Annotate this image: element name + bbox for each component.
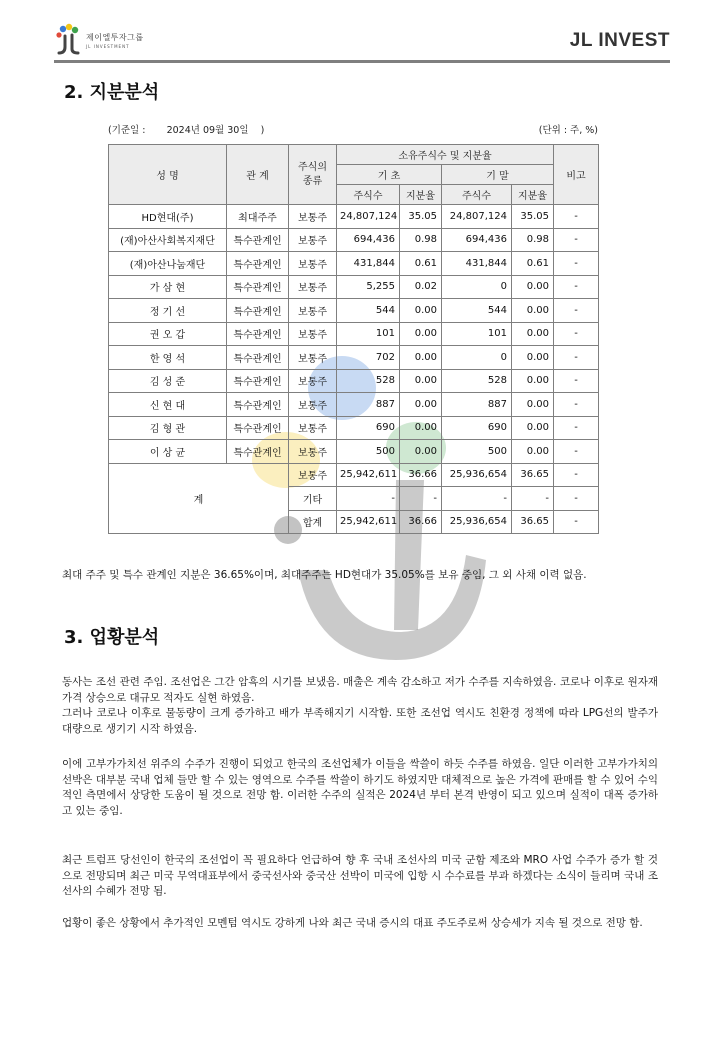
cell-end-ratio: 0.00 (512, 275, 554, 299)
table-row (109, 252, 599, 276)
cell-note: - (554, 252, 599, 276)
cell-note: - (554, 322, 599, 346)
total-cell-end-shares: 25,936,654 (442, 510, 512, 534)
cell-note: - (554, 416, 599, 440)
cell-begin-ratio: 0.00 (400, 416, 442, 440)
cell-relation: 특수관계인 (227, 440, 289, 464)
equity-summary: 최대 주주 및 특수 관계인 지분은 36.65%이며, 최대주주는 HD현대가 35.05%를 보유 중임, 그 외 사채 이력 없음. (62, 569, 587, 581)
total-cell-begin-ratio: 36.66 (400, 463, 442, 487)
cell-name: 신 현 대 (109, 393, 227, 417)
cell-begin-shares: 5,255 (337, 275, 400, 299)
cell-begin-ratio: 0.61 (400, 252, 442, 276)
table-row (109, 440, 599, 464)
table-row (109, 393, 599, 417)
cell-type: 보통주 (289, 416, 337, 440)
cell-begin-shares: 887 (337, 393, 400, 417)
cell-begin-shares: 702 (337, 346, 400, 370)
cell-end-ratio: 0.98 (512, 228, 554, 252)
cell-end-shares: 0 (442, 275, 512, 299)
cell-end-ratio: 0.00 (512, 322, 554, 346)
cell-relation: 특수관계인 (227, 346, 289, 370)
cell-begin-shares: 694,436 (337, 228, 400, 252)
logo-english-name: JL INVESTMENT (86, 44, 130, 49)
cell-name: 김 성 준 (109, 369, 227, 393)
cell-end-shares: 101 (442, 322, 512, 346)
cell-begin-shares: 24,807,124 (337, 205, 400, 229)
total-cell-begin-shares: - (337, 487, 400, 511)
total-cell-end-ratio: 36.65 (512, 463, 554, 487)
header-divider (54, 60, 670, 63)
cell-begin-ratio: 0.00 (400, 393, 442, 417)
logo-text (86, 32, 144, 49)
cell-end-shares: 24,807,124 (442, 205, 512, 229)
cell-begin-ratio: 0.00 (400, 299, 442, 323)
table-body (109, 205, 599, 534)
cell-begin-shares: 500 (337, 440, 400, 464)
cell-begin-ratio: 0.02 (400, 275, 442, 299)
industry-paragraph-1: 동사는 조선 관련 주임. 조선업은 그간 암흑의 시기를 보냈음. 매출은 계속 감소하고 저가 수주를 지속하였음. 코로나 이후로 원자재 가격 상승으로 대규모 적자도 실현 하였음. 그러나 코로나 이후로 물동량이 크게 증가하고 배가 부족해지기 시작함. 또한 조선업 역시도 친환경 정책에 따라 LPG선의 발주가 대량으로 생기기 시작 하였음. (62, 676, 658, 735)
cell-end-ratio: 0.00 (512, 440, 554, 464)
cell-relation: 특수관계인 (227, 369, 289, 393)
cell-end-ratio: 0.00 (512, 299, 554, 323)
cell-type: 보통주 (289, 369, 337, 393)
table-row (109, 416, 599, 440)
cell-type: 보통주 (289, 440, 337, 464)
cell-begin-shares: 544 (337, 299, 400, 323)
cell-note: - (554, 346, 599, 370)
header-period-end: 기 말 (442, 165, 554, 185)
total-cell-begin-shares: 25,942,611 (337, 510, 400, 534)
logo-korean-name: 제이엘투자그룹 (86, 33, 144, 42)
total-cell-note: - (554, 510, 599, 534)
total-cell-end-ratio: 36.65 (512, 510, 554, 534)
table-row (109, 322, 599, 346)
cell-relation: 특수관계인 (227, 322, 289, 346)
header-relation: 관 계 (227, 145, 289, 205)
total-cell-end-shares: - (442, 487, 512, 511)
cell-begin-shares: 528 (337, 369, 400, 393)
cell-end-ratio: 0.00 (512, 369, 554, 393)
section-title-industry: 3. 업황분석 (64, 627, 160, 648)
total-cell-type: 기타 (289, 487, 337, 511)
brand-title: JL INVEST (569, 30, 670, 51)
cell-relation: 특수관계인 (227, 393, 289, 417)
total-label: 계 (109, 463, 289, 534)
cell-note: - (554, 393, 599, 417)
table-row (109, 228, 599, 252)
total-cell-type: 합계 (289, 510, 337, 534)
base-date: (기준일 : 2024년 09월 30일 ) (108, 125, 265, 136)
table-row (109, 299, 599, 323)
cell-begin-ratio: 0.00 (400, 369, 442, 393)
cell-end-shares: 528 (442, 369, 512, 393)
table-row (109, 346, 599, 370)
cell-end-shares: 694,436 (442, 228, 512, 252)
header-ownership-group: 소유주식수 및 지분율 (337, 145, 554, 165)
cell-relation: 특수관계인 (227, 252, 289, 276)
cell-begin-shares: 431,844 (337, 252, 400, 276)
cell-end-ratio: 0.00 (512, 346, 554, 370)
header-note: 비고 (554, 145, 599, 205)
header-begin-ratio: 지분율 (400, 185, 442, 205)
header-name: 성 명 (109, 145, 227, 205)
cell-name: 이 상 균 (109, 440, 227, 464)
cell-begin-ratio: 0.00 (400, 346, 442, 370)
cell-begin-ratio: 0.00 (400, 440, 442, 464)
cell-end-shares: 431,844 (442, 252, 512, 276)
table-row (109, 369, 599, 393)
cell-type: 보통주 (289, 299, 337, 323)
shareholder-table (108, 144, 599, 534)
header-begin-shares: 주식수 (337, 185, 400, 205)
section-title-equity: 2. 지분분석 (64, 82, 160, 103)
cell-begin-ratio: 0.00 (400, 322, 442, 346)
cell-end-shares: 500 (442, 440, 512, 464)
industry-paragraph-2: 이에 고부가가치선 위주의 수주가 진행이 되었고 한국의 조선업체가 이들을 싹쓸이 하듯 수주를 하였음. 일단 이러한 고부가가치의 선박은 대부분 국내 업체 들만 할 수 있는 영역으로 수주를 싹쓸이 하기도 하였지만 대체적으로 높은 가격에 판매를 할 수 있어 수익적인 측면에서 상당한 도움이 될 것으로 전망 함. 이러한 수주의 실적은 2024년 부터 본격 반영이 되고 있으며 실적이 대폭 증가하고 있는 중임. (62, 758, 658, 817)
jl-logo-icon (54, 22, 84, 56)
total-cell-end-shares: 25,936,654 (442, 463, 512, 487)
cell-name: HD현대(주) (109, 205, 227, 229)
cell-relation: 특수관계인 (227, 299, 289, 323)
header-stock-type: 주식의 종류 (289, 145, 337, 205)
cell-name: 한 영 석 (109, 346, 227, 370)
total-cell-type: 보통주 (289, 463, 337, 487)
cell-type: 보통주 (289, 205, 337, 229)
total-cell-begin-ratio: 36.66 (400, 510, 442, 534)
cell-name: 가 삼 현 (109, 275, 227, 299)
cell-note: - (554, 228, 599, 252)
total-cell-begin-ratio: - (400, 487, 442, 511)
cell-end-shares: 544 (442, 299, 512, 323)
cell-name: (재)아산나눔재단 (109, 252, 227, 276)
cell-name: 정 기 선 (109, 299, 227, 323)
cell-end-shares: 887 (442, 393, 512, 417)
cell-end-ratio: 0.00 (512, 416, 554, 440)
cell-begin-ratio: 35.05 (400, 205, 442, 229)
cell-begin-shares: 101 (337, 322, 400, 346)
total-cell-note: - (554, 463, 599, 487)
cell-relation: 특수관계인 (227, 275, 289, 299)
cell-note: - (554, 369, 599, 393)
total-row (109, 463, 599, 487)
cell-end-shares: 690 (442, 416, 512, 440)
industry-paragraph-4: 업황이 좋은 상황에서 추가적인 모멘텀 역시도 강하게 나와 최근 국내 증시의 대표 주도주로써 상승세가 지속 될 것으로 전망 함. (62, 917, 643, 929)
cell-begin-shares: 690 (337, 416, 400, 440)
cell-note: - (554, 205, 599, 229)
cell-type: 보통주 (289, 252, 337, 276)
cell-end-ratio: 0.00 (512, 393, 554, 417)
cell-type: 보통주 (289, 228, 337, 252)
total-cell-begin-shares: 25,942,611 (337, 463, 400, 487)
cell-type: 보통주 (289, 322, 337, 346)
cell-type: 보통주 (289, 275, 337, 299)
table-row (109, 275, 599, 299)
cell-note: - (554, 275, 599, 299)
unit-label: (단위 : 주, %) (538, 125, 598, 136)
header-period-start: 기 초 (337, 165, 442, 185)
cell-end-ratio: 0.61 (512, 252, 554, 276)
cell-type: 보통주 (289, 346, 337, 370)
cell-relation: 특수관계인 (227, 416, 289, 440)
table-row (109, 205, 599, 229)
total-cell-note: - (554, 487, 599, 511)
cell-end-ratio: 35.05 (512, 205, 554, 229)
cell-name: (재)아산사회복지재단 (109, 228, 227, 252)
cell-name: 김 형 관 (109, 416, 227, 440)
cell-relation: 최대주주 (227, 205, 289, 229)
cell-end-shares: 0 (442, 346, 512, 370)
cell-note: - (554, 299, 599, 323)
cell-begin-ratio: 0.98 (400, 228, 442, 252)
cell-relation: 특수관계인 (227, 228, 289, 252)
header-end-ratio: 지분율 (512, 185, 554, 205)
total-cell-end-ratio: - (512, 487, 554, 511)
page-header (54, 22, 670, 62)
cell-name: 권 오 갑 (109, 322, 227, 346)
cell-type: 보통주 (289, 393, 337, 417)
header-end-shares: 주식수 (442, 185, 512, 205)
cell-note: - (554, 440, 599, 464)
industry-paragraph-3: 최근 트럼프 당선인이 한국의 조선업이 꼭 필요하다 언급하여 향 후 국내 조선사의 미국 군함 제조와 MRO 사업 수주가 증가 할 것으로 전망되며 최근 미국 무역대표부에서 중국선사와 중국산 선박이 미국에 입항 시 수수료를 부과 하겠다는 소식이 들리며 국내 조선사의 수혜가 전망 됨. (62, 854, 658, 897)
